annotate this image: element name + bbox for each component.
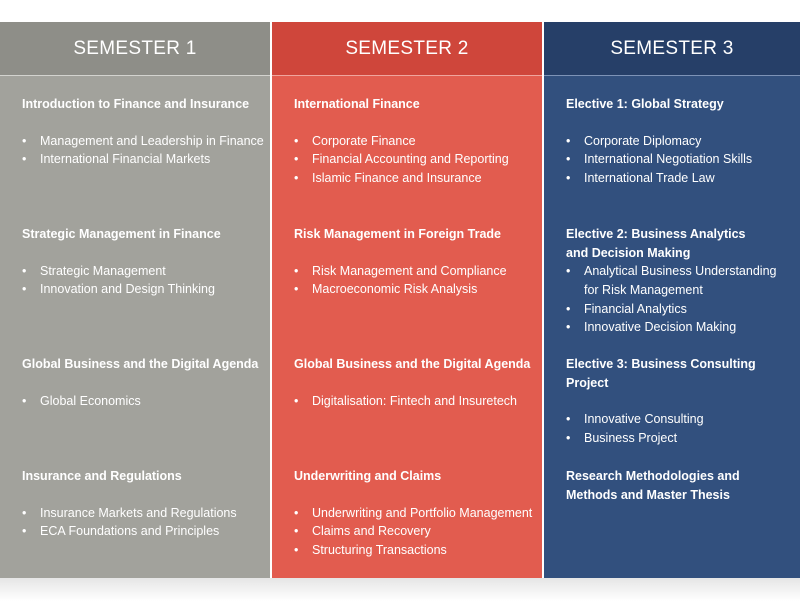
module-title: Strategic Management in Finance xyxy=(22,227,221,241)
semester-1-column xyxy=(0,22,270,578)
module-topic: • Strategic Management xyxy=(22,262,266,281)
module-topic-list xyxy=(566,262,796,337)
module-title-line: Research Methodologies and xyxy=(566,469,740,483)
module-topic: • Islamic Finance and Insurance xyxy=(294,169,538,188)
module-topic: • Claims and Recovery xyxy=(294,522,538,541)
module-title-line: and Decision Making xyxy=(566,245,691,260)
semester-1-header: SEMESTER 1 xyxy=(0,22,270,75)
module-topic: • Underwriting and Portfolio Management xyxy=(294,504,538,523)
module-risk-management-foreign-trade xyxy=(294,225,538,299)
module-topic-list xyxy=(22,504,266,542)
module-topic: • ECA Foundations and Principles xyxy=(22,522,266,541)
module-strategic-management-finance xyxy=(22,225,266,299)
module-topic: • Global Economics xyxy=(22,392,266,411)
module-topic-list xyxy=(294,392,538,411)
module-topic: • Macroeconomic Risk Analysis xyxy=(294,280,538,299)
module-topic: • Innovative Decision Making xyxy=(566,318,796,337)
module-topic: • Innovation and Design Thinking xyxy=(22,280,266,299)
module-topic: • Corporate Finance xyxy=(294,132,538,151)
module-title-line: Elective 2: Business Analytics xyxy=(566,227,746,241)
module-elective-1-global-strategy xyxy=(566,95,796,188)
module-topic: • International Financial Markets xyxy=(22,150,266,169)
semester-3-header: SEMESTER 3 xyxy=(544,22,800,75)
module-underwriting-claims xyxy=(294,467,538,560)
semester-2-header: SEMESTER 2 xyxy=(272,22,542,75)
module-topic: • Innovative Consulting xyxy=(566,410,796,429)
module-introduction-finance-insurance xyxy=(22,95,266,169)
module-title: Elective 1: Global Strategy xyxy=(566,97,724,111)
header-divider xyxy=(272,75,542,76)
module-topic: • Management and Leadership in Finance xyxy=(22,132,266,151)
module-topic-line: Analytical Business Understanding xyxy=(584,264,777,278)
module-title-line: Methods and Master Thesis xyxy=(566,487,730,502)
module-title: International Finance xyxy=(294,97,420,111)
module-research-methodologies-master-thesis xyxy=(566,467,796,504)
module-topic-list xyxy=(22,262,266,300)
module-topic-line: for Risk Management xyxy=(584,282,703,297)
module-title: Global Business and the Digital Agenda xyxy=(294,357,531,371)
header-divider xyxy=(544,75,800,76)
semester-2-column xyxy=(272,22,542,578)
module-topic-list xyxy=(294,132,538,188)
module-topic: • Insurance Markets and Regulations xyxy=(22,504,266,523)
module-topic-list xyxy=(22,132,266,170)
module-topic-list xyxy=(22,392,266,411)
module-topic: • Financial Analytics xyxy=(566,300,796,319)
module-title: Elective 3: Business Consulting Project xyxy=(566,357,756,390)
module-elective-3-business-consulting xyxy=(566,355,796,448)
module-insurance-regulations xyxy=(22,467,266,541)
module-topic: • International Trade Law xyxy=(566,169,796,188)
module-international-finance xyxy=(294,95,538,188)
module-topic: • International Negotiation Skills xyxy=(566,150,796,169)
module-topic-list xyxy=(294,262,538,300)
module-topic: • Financial Accounting and Reporting xyxy=(294,150,538,169)
module-global-business-digital-agenda xyxy=(294,355,538,410)
module-title: Risk Management in Foreign Trade xyxy=(294,227,501,241)
module-topic: • Corporate Diplomacy xyxy=(566,132,796,151)
module-topic-list xyxy=(566,132,796,188)
module-topic-list xyxy=(566,410,796,448)
module-title: Insurance and Regulations xyxy=(22,469,182,483)
header-divider xyxy=(0,75,270,76)
module-topic: • Business Project xyxy=(566,429,796,448)
module-topic: • Digitalisation: Fintech and Insuretech xyxy=(294,392,538,411)
module-topic-list xyxy=(294,504,538,560)
module-title: Underwriting and Claims xyxy=(294,469,442,483)
module-title: Global Business and the Digital Agenda xyxy=(22,357,259,371)
module-title: Introduction to Finance and Insurance xyxy=(22,97,250,111)
module-topic: • Structuring Transactions xyxy=(294,541,538,560)
semester-3-column xyxy=(544,22,800,578)
module-topic xyxy=(566,262,796,300)
module-elective-2-business-analytics xyxy=(566,225,796,337)
bottom-shadow xyxy=(0,578,800,601)
module-global-business-digital-agenda xyxy=(22,355,266,410)
module-topic: • Risk Management and Compliance xyxy=(294,262,538,281)
